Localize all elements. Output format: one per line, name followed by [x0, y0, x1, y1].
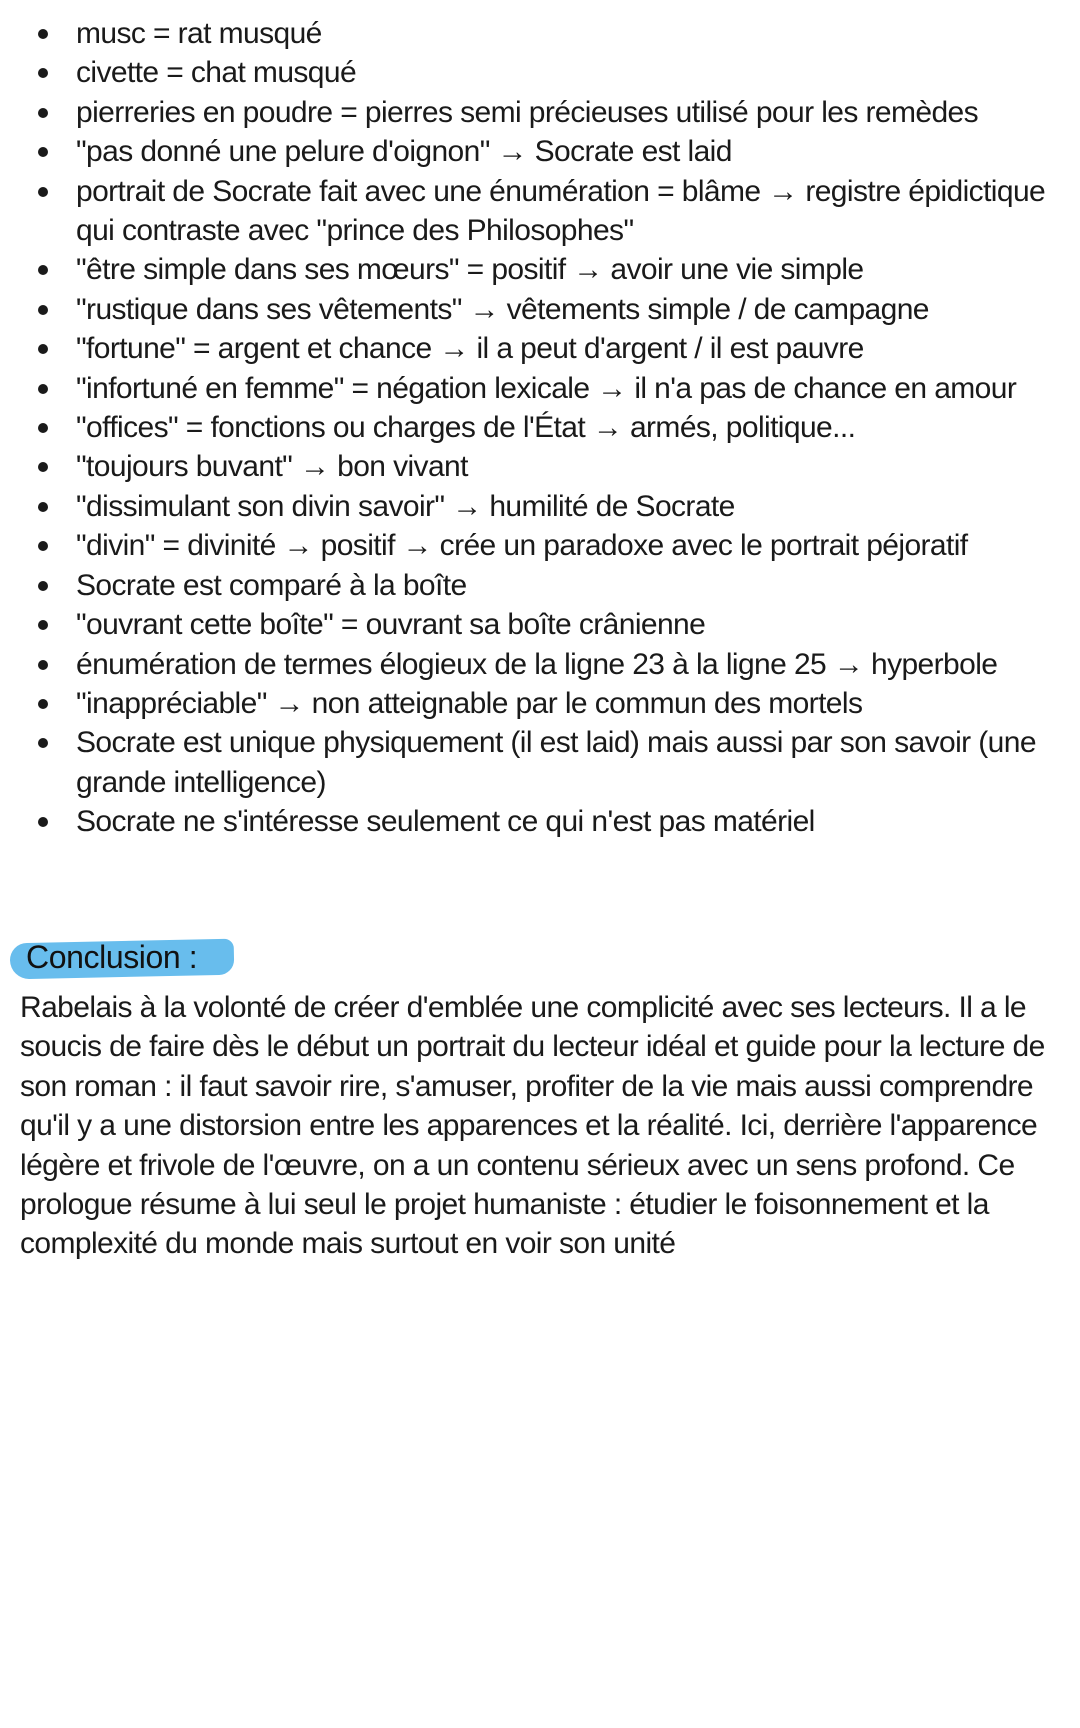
- bullet-icon: [38, 541, 48, 551]
- analysis-bullet-list: [38, 14, 1068, 842]
- bullet-icon: [38, 384, 48, 394]
- bullet-icon: [38, 265, 48, 275]
- list-item: [38, 329, 1068, 368]
- list-item: [38, 802, 1068, 841]
- bullet-text: portrait de Socrate fait avec une énumération = blâme → registre épidictique qui contraste avec "prince des Philosophes": [76, 174, 1046, 248]
- bullet-icon: [38, 305, 48, 315]
- bullet-icon: [38, 423, 48, 433]
- list-item: [38, 684, 1068, 723]
- list-item: [38, 605, 1068, 644]
- bullet-icon: [38, 581, 48, 591]
- bullet-icon: [38, 29, 48, 39]
- bullet-text: "toujours buvant" → bon vivant: [76, 450, 468, 484]
- bullet-text: "dissimulant son divin savoir" → humilité de Socrate: [76, 489, 735, 523]
- bullet-icon: [38, 817, 48, 827]
- list-item: [38, 53, 1068, 92]
- bullet-icon: [38, 660, 48, 670]
- list-item: [38, 172, 1068, 251]
- bullet-text: "divin" = divinité → positif → crée un paradoxe avec le portrait péjoratif: [76, 529, 968, 563]
- bullet-text: civette = chat musqué: [76, 56, 357, 90]
- list-item: [38, 132, 1068, 171]
- conclusion-paragraph: Rabelais à la volonté de créer d'emblée une complicité avec ses lecteurs. Il a le soucis de faire dès le début un portrait du lecteur idéal et guide pour la lecture de son roman : il faut savoir rire, s'amuser, profiter de la vie mais aussi comprendre qu'il y a une distorsion entre les apparences et la réalité. Ici, derrière l'apparence légère et frivole de l'œuvre, on a un contenu sérieux avec un sens profond. Ce prologue résume à lui seul le projet humaniste : étudier le foisonnement et la complexité du monde mais surtout en voir son unité: [20, 991, 1045, 1261]
- list-item: [38, 250, 1068, 289]
- bullet-text: "inappréciable" → non atteignable par le commun des mortels: [76, 686, 863, 720]
- bullet-text: "offices" = fonctions ou charges de l'État → armés, politique...: [76, 411, 856, 445]
- list-item: [38, 723, 1068, 802]
- list-item: [38, 93, 1068, 132]
- list-item: [38, 526, 1068, 565]
- bullet-icon: [38, 108, 48, 118]
- bullet-icon: [38, 344, 48, 354]
- list-item: [38, 487, 1068, 526]
- bullet-text: Socrate est comparé à la boîte: [76, 568, 467, 602]
- bullet-icon: [38, 147, 48, 157]
- bullet-text: pierreries en poudre = pierres semi précieuses utilisé pour les remèdes: [76, 95, 979, 129]
- list-item: [38, 447, 1068, 486]
- bullet-text: "fortune" = argent et chance → il a peut d'argent / il est pauvre: [76, 332, 864, 366]
- bullet-text: "être simple dans ses mœurs" = positif → avoir une vie simple: [76, 253, 864, 287]
- bullet-icon: [38, 738, 48, 748]
- bullet-text: Socrate ne s'intéresse seulement ce qui n'est pas matériel: [76, 805, 815, 839]
- bullet-text: "ouvrant cette boîte" = ouvrant sa boîte crânienne: [76, 608, 706, 642]
- list-item: [38, 408, 1068, 447]
- bullet-text: musc = rat musqué: [76, 17, 322, 50]
- bullet-icon: [38, 699, 48, 709]
- list-item: [38, 369, 1068, 408]
- bullet-text: "infortuné en femme" = négation lexicale → il n'a pas de chance en amour: [76, 371, 1017, 405]
- bullet-text: "rustique dans ses vêtements" → vêtements simple / de campagne: [76, 292, 929, 326]
- bullet-icon: [38, 68, 48, 78]
- bullet-icon: [38, 620, 48, 630]
- list-item: [38, 566, 1068, 605]
- conclusion-title: Conclusion :: [26, 939, 198, 975]
- bullet-icon: [38, 502, 48, 512]
- list-item: [38, 14, 1068, 53]
- conclusion-heading: [14, 935, 197, 979]
- bullet-icon: [38, 462, 48, 472]
- list-item: [38, 290, 1068, 329]
- bullet-text: "pas donné une pelure d'oignon" → Socrate est laid: [76, 135, 732, 169]
- bullet-icon: [38, 187, 48, 197]
- list-item: [38, 645, 1068, 684]
- bullet-text: Socrate est unique physiquement (il est laid) mais aussi par son savoir (une grande intelligence): [76, 726, 1036, 799]
- bullet-text: énumération de termes élogieux de la ligne 23 à la ligne 25 → hyperbole: [76, 647, 998, 681]
